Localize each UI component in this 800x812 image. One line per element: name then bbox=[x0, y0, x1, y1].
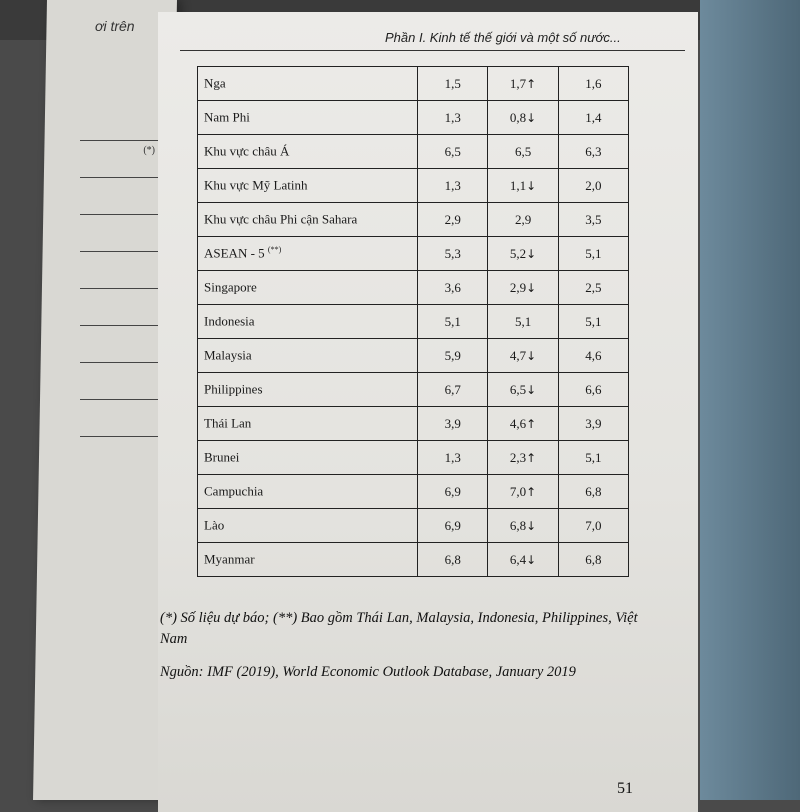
region-name bbox=[198, 339, 418, 373]
region-name-text: Khu vực Mỹ Latinh bbox=[204, 177, 308, 193]
value-text: 5,2 bbox=[509, 245, 527, 261]
value-cell-c3 bbox=[558, 543, 628, 577]
value-text: 5,1 bbox=[585, 313, 602, 329]
value-text: 7,0 bbox=[509, 483, 527, 499]
region-name-text: ASEAN - 5 bbox=[204, 245, 268, 261]
region-name bbox=[198, 543, 418, 577]
left-page-mark: (*) bbox=[143, 145, 155, 156]
region-name bbox=[198, 101, 418, 135]
region-name bbox=[198, 441, 418, 475]
value-cell-c3 bbox=[558, 169, 628, 203]
value-text: 6,5 bbox=[509, 381, 527, 397]
value-text: 4,7 bbox=[509, 347, 527, 363]
value-text: 1,6 bbox=[585, 75, 602, 91]
region-name bbox=[198, 169, 418, 203]
value-text: 6,8 bbox=[585, 483, 602, 499]
trend-arrow-icon: ↑ bbox=[526, 484, 537, 499]
value-cell-c1 bbox=[418, 305, 488, 339]
value-text: 0,8 bbox=[509, 109, 527, 125]
trend-arrow-icon: ↑ bbox=[526, 416, 537, 431]
value-cell-c2 bbox=[488, 203, 558, 237]
left-page-row bbox=[80, 178, 160, 215]
growth-table bbox=[197, 66, 629, 577]
region-name bbox=[198, 407, 418, 441]
value-cell-c2 bbox=[488, 373, 558, 407]
value-cell-c2 bbox=[488, 305, 558, 339]
page-number: 51 bbox=[617, 780, 633, 797]
region-name-text: Myanmar bbox=[204, 551, 255, 567]
value-cell-c1 bbox=[418, 509, 488, 543]
value-text: 3,9 bbox=[444, 415, 461, 431]
value-text: 1,3 bbox=[444, 109, 461, 125]
value-cell-c2 bbox=[488, 271, 558, 305]
table-row bbox=[198, 441, 629, 475]
value-text: 2,5 bbox=[585, 279, 602, 295]
region-name-text: Malaysia bbox=[204, 347, 252, 363]
left-page-row bbox=[80, 215, 160, 252]
value-cell-c3 bbox=[558, 305, 628, 339]
table-row bbox=[198, 475, 629, 509]
value-text: 2,0 bbox=[585, 177, 602, 193]
left-page-fragment: ơi trên bbox=[95, 18, 135, 34]
value-text: 1,1 bbox=[509, 177, 527, 193]
value-text: 2,9 bbox=[444, 211, 461, 227]
value-cell-c3 bbox=[558, 475, 628, 509]
value-text: 1,3 bbox=[444, 177, 461, 193]
value-text: 6,8 bbox=[444, 551, 461, 567]
region-name bbox=[198, 203, 418, 237]
left-page-row bbox=[80, 363, 160, 400]
value-cell-c1 bbox=[418, 271, 488, 305]
table-row bbox=[198, 237, 629, 271]
value-cell-c1 bbox=[418, 135, 488, 169]
value-cell-c3 bbox=[558, 203, 628, 237]
region-name-text: Nam Phi bbox=[204, 109, 250, 125]
value-text: 6,3 bbox=[585, 143, 602, 159]
running-header: Phần I. Kinh tế thế giới và một số nước... bbox=[385, 30, 621, 45]
value-text: 6,9 bbox=[444, 483, 461, 499]
value-cell-c1 bbox=[418, 373, 488, 407]
table-row bbox=[198, 169, 629, 203]
trend-arrow-icon: ↓ bbox=[526, 382, 537, 397]
value-cell-c3 bbox=[558, 101, 628, 135]
table-row bbox=[198, 67, 629, 101]
value-cell-c2 bbox=[488, 543, 558, 577]
value-text: 1,5 bbox=[444, 75, 461, 91]
value-text: 3,6 bbox=[444, 279, 461, 295]
region-name-text: Philippines bbox=[204, 381, 263, 397]
trend-arrow-icon: ↑ bbox=[526, 450, 537, 465]
value-text: 6,6 bbox=[585, 381, 602, 397]
left-page-row bbox=[80, 289, 160, 326]
value-cell-c2 bbox=[488, 475, 558, 509]
region-name-text: Campuchia bbox=[204, 483, 264, 499]
value-cell-c3 bbox=[558, 271, 628, 305]
trend-arrow-icon: ↓ bbox=[526, 110, 537, 125]
left-page-table bbox=[80, 140, 160, 437]
table-row bbox=[198, 407, 629, 441]
table-row bbox=[198, 135, 629, 169]
trend-arrow-icon: ↑ bbox=[526, 76, 537, 91]
trend-arrow-icon: ↓ bbox=[526, 552, 537, 567]
value-cell-c2 bbox=[488, 67, 558, 101]
value-cell-c1 bbox=[418, 543, 488, 577]
region-name bbox=[198, 135, 418, 169]
region-name bbox=[198, 305, 418, 339]
trend-arrow-icon: ↓ bbox=[526, 280, 537, 295]
value-cell-c1 bbox=[418, 169, 488, 203]
value-text: 6,8 bbox=[585, 551, 602, 567]
region-name bbox=[198, 271, 418, 305]
value-cell-c2 bbox=[488, 407, 558, 441]
value-cell-c3 bbox=[558, 407, 628, 441]
value-cell-c3 bbox=[558, 339, 628, 373]
trend-arrow-icon: ↓ bbox=[526, 246, 537, 261]
footnote-marker: (**) bbox=[267, 245, 282, 255]
value-text: 6,5 bbox=[444, 143, 461, 159]
region-name-text: Thái Lan bbox=[204, 415, 252, 431]
value-cell-c2 bbox=[488, 101, 558, 135]
value-cell-c2 bbox=[488, 169, 558, 203]
value-cell-c1 bbox=[418, 441, 488, 475]
value-cell-c1 bbox=[418, 475, 488, 509]
value-text: 1,4 bbox=[585, 109, 602, 125]
region-name bbox=[198, 373, 418, 407]
value-cell-c3 bbox=[558, 373, 628, 407]
value-cell-c1 bbox=[418, 407, 488, 441]
value-text: 5,3 bbox=[444, 245, 461, 261]
table-row bbox=[198, 543, 629, 577]
value-text: 2,3 bbox=[509, 449, 527, 465]
region-name bbox=[198, 475, 418, 509]
trend-arrow-icon: ↓ bbox=[526, 518, 537, 533]
value-text: 3,5 bbox=[585, 211, 602, 227]
value-cell-c1 bbox=[418, 101, 488, 135]
background-right bbox=[700, 0, 800, 800]
value-text: 6,8 bbox=[509, 517, 527, 533]
value-cell-c2 bbox=[488, 509, 558, 543]
left-page-row bbox=[80, 252, 160, 289]
value-cell-c2 bbox=[488, 237, 558, 271]
value-text: 1,7 bbox=[509, 75, 527, 91]
value-text: 2,9 bbox=[514, 211, 532, 227]
value-text: 7,0 bbox=[585, 517, 602, 533]
region-name-text: Brunei bbox=[204, 449, 240, 465]
header-rule bbox=[180, 50, 685, 51]
value-text: 5,1 bbox=[585, 245, 602, 261]
source-line: Nguồn: IMF (2019), World Economic Outlook Database, January 2019 bbox=[160, 664, 576, 680]
value-cell-c3 bbox=[558, 135, 628, 169]
table-row bbox=[198, 203, 629, 237]
value-cell-c3 bbox=[558, 509, 628, 543]
table-row bbox=[198, 101, 629, 135]
table-row bbox=[198, 509, 629, 543]
value-cell-c1 bbox=[418, 67, 488, 101]
value-text: 4,6 bbox=[509, 415, 527, 431]
value-text: 6,5 bbox=[514, 143, 532, 159]
left-page-row bbox=[80, 326, 160, 363]
value-text: 3,9 bbox=[585, 415, 602, 431]
value-text: 6,4 bbox=[509, 551, 527, 567]
value-text: 6,7 bbox=[444, 381, 461, 397]
value-cell-c2 bbox=[488, 441, 558, 475]
region-name-text: Indonesia bbox=[204, 313, 255, 329]
region-name bbox=[198, 509, 418, 543]
table-row bbox=[198, 305, 629, 339]
table-row bbox=[198, 339, 629, 373]
value-cell-c1 bbox=[418, 203, 488, 237]
table-row bbox=[198, 271, 629, 305]
trend-arrow-icon: ↓ bbox=[526, 348, 537, 363]
value-text: 2,9 bbox=[509, 279, 527, 295]
region-name-text: Khu vực châu Á bbox=[204, 143, 290, 159]
value-cell-c3 bbox=[558, 67, 628, 101]
region-name-text: Nga bbox=[204, 75, 226, 91]
region-name-text: Lào bbox=[204, 517, 225, 533]
value-text: 5,1 bbox=[514, 313, 532, 329]
left-page-row bbox=[80, 141, 160, 178]
value-cell-c2 bbox=[488, 339, 558, 373]
value-text: 1,3 bbox=[444, 449, 461, 465]
value-cell-c3 bbox=[558, 441, 628, 475]
value-cell-c1 bbox=[418, 339, 488, 373]
left-page-row bbox=[80, 400, 160, 437]
table-footnote: (*) Số liệu dự báo; (**) Bao gồm Thái Lan, Malaysia, Indonesia, Philippines, Việt Nam bbox=[160, 610, 638, 647]
value-cell-c1 bbox=[418, 237, 488, 271]
value-cell-c3 bbox=[558, 237, 628, 271]
value-text: 4,6 bbox=[585, 347, 602, 363]
value-text: 5,1 bbox=[444, 313, 461, 329]
region-name bbox=[198, 237, 418, 271]
region-name-text: Khu vực châu Phi cận Sahara bbox=[204, 211, 358, 227]
value-text: 5,9 bbox=[444, 347, 461, 363]
value-text: 5,1 bbox=[585, 449, 602, 465]
value-text: 6,9 bbox=[444, 517, 461, 533]
table-row bbox=[198, 373, 629, 407]
region-name bbox=[198, 67, 418, 101]
value-cell-c2 bbox=[488, 135, 558, 169]
trend-arrow-icon: ↓ bbox=[526, 178, 537, 193]
region-name-text: Singapore bbox=[204, 279, 257, 295]
